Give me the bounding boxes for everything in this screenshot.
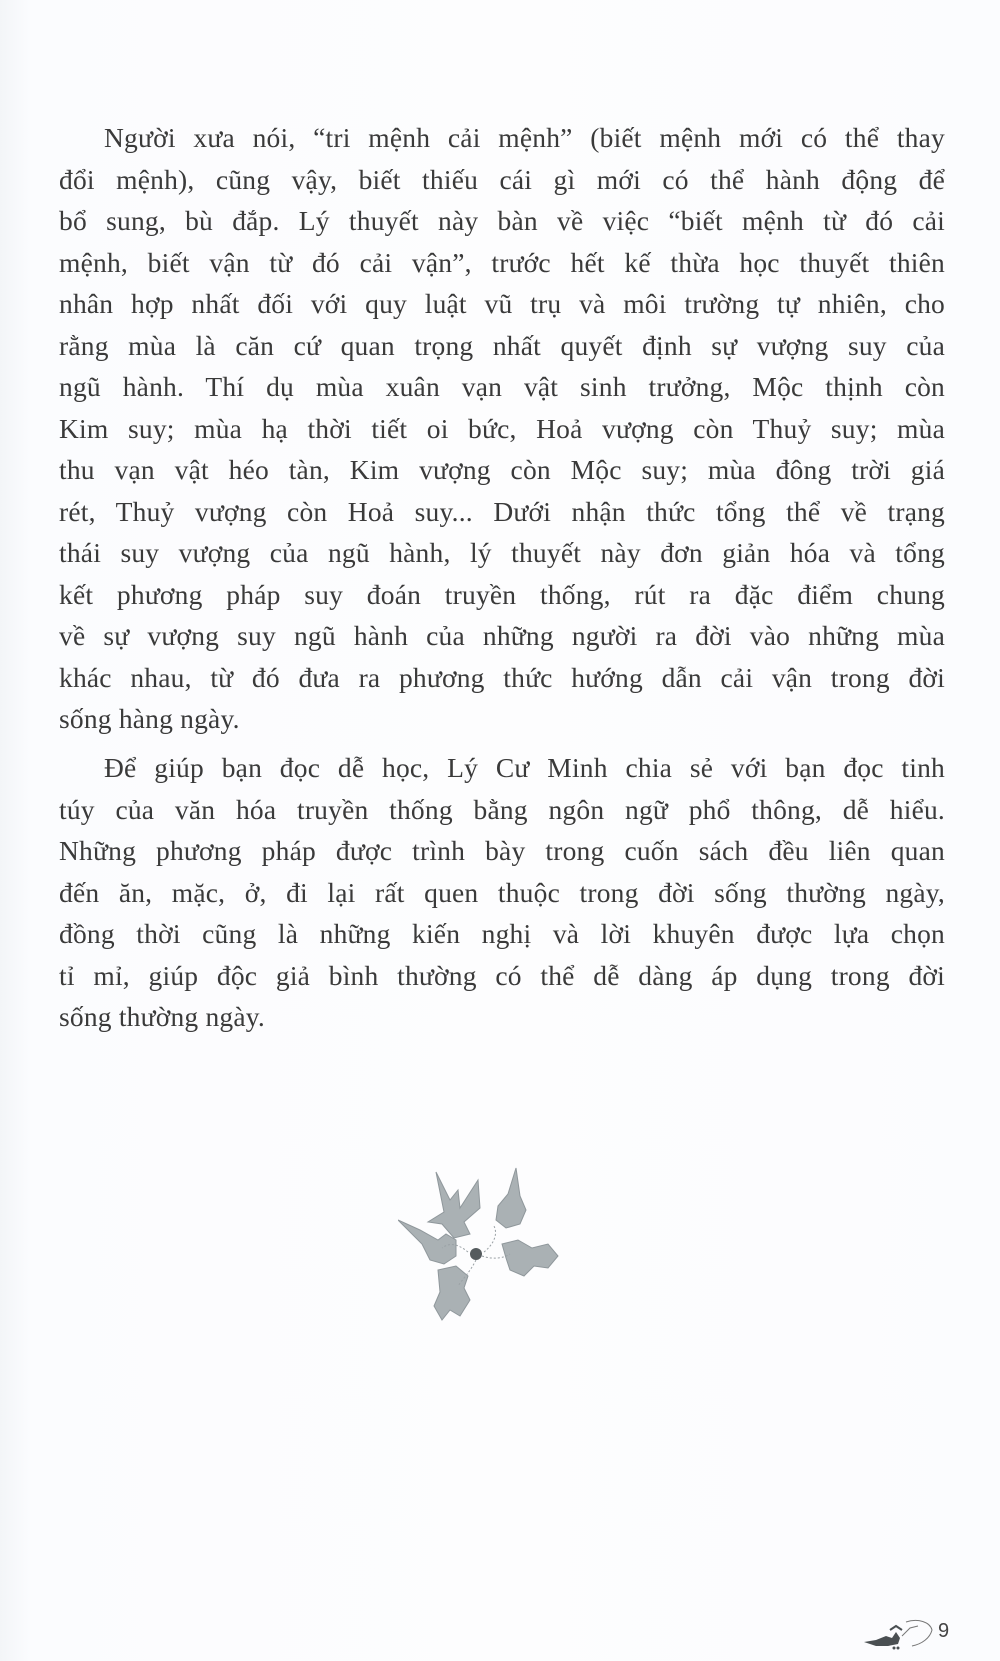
page-number: 9 bbox=[938, 1620, 950, 1642]
text-line: về sự vượng suy ngũ hành của những người ra đời vào những mùa bbox=[59, 620, 945, 651]
text-line: rằng mùa là căn cứ quan trọng nhất quyết định sự vượng suy của bbox=[59, 329, 945, 361]
text-line: sống thường ngày. bbox=[59, 1001, 265, 1032]
floral-ornament-icon bbox=[398, 1160, 588, 1325]
text-line: Người xưa nói, “tri mệnh cải mệnh” (biết mệnh mới có thể thay bbox=[104, 122, 945, 153]
text-line: Những phương pháp được trình bày trong cuốn sách đều liên quan bbox=[59, 835, 945, 866]
text-line: đến ăn, mặc, ở, đi lại rất quen thuộc trong đời sống thường ngày, bbox=[59, 876, 945, 908]
text-line: túy của văn hóa truyền thống bằng ngôn ngữ phổ thông, dễ hiểu. bbox=[59, 793, 945, 825]
text-line: thái suy vượng của ngũ hành, lý thuyết này đơn giản hóa và tổng bbox=[59, 537, 945, 568]
text-line: Để giúp bạn đọc dễ học, Lý Cư Minh chia sẻ với bạn đọc tinh bbox=[104, 752, 945, 783]
text-line: thu vạn vật héo tàn, Kim vượng còn Mộc suy; mùa đông trời giá bbox=[59, 454, 945, 485]
text-line: kết phương pháp suy đoán truyền thống, rút ra đặc điểm chung bbox=[59, 578, 945, 610]
paragraph-2 bbox=[59, 747, 945, 1038]
paragraph-1 bbox=[59, 117, 945, 740]
text-line: mệnh, biết vận từ đó cải vận”, trước hết kế thừa học thuyết thiên bbox=[59, 246, 945, 278]
text-line: ngũ hành. Thí dụ mùa xuân vạn vật sinh trưởng, Mộc thịnh còn bbox=[59, 371, 945, 402]
text-line: đồng thời cũng là những kiến nghị và lời khuyên được lựa chọn bbox=[59, 918, 945, 949]
text-line: rét, Thuỷ vượng còn Hoả suy... Dưới nhận thức tổng thể về trạng bbox=[59, 495, 945, 527]
text-line: nhân hợp nhất đối với quy luật vũ trụ và môi trường tự nhiên, cho bbox=[59, 288, 945, 319]
text-line: khác nhau, từ đó đưa ra phương thức hướng dẫn cải vận trong đời bbox=[59, 661, 945, 693]
text-line: tỉ mỉ, giúp độc giả bình thường có thể dễ dàng áp dụng trong đời bbox=[59, 959, 945, 991]
text-line: sống hàng ngày. bbox=[59, 703, 240, 734]
text-line: Kim suy; mùa hạ thời tiết oi bức, Hoả vượng còn Thuỷ suy; mùa bbox=[59, 412, 945, 444]
crane-bird-icon bbox=[862, 1616, 940, 1652]
text-line: bổ sung, bù đắp. Lý thuyết này bàn về việc “biết mệnh từ đó cải bbox=[59, 205, 945, 236]
text-line: đổi mệnh), cũng vậy, biết thiếu cái gì mới có thể hành động để bbox=[59, 163, 945, 195]
